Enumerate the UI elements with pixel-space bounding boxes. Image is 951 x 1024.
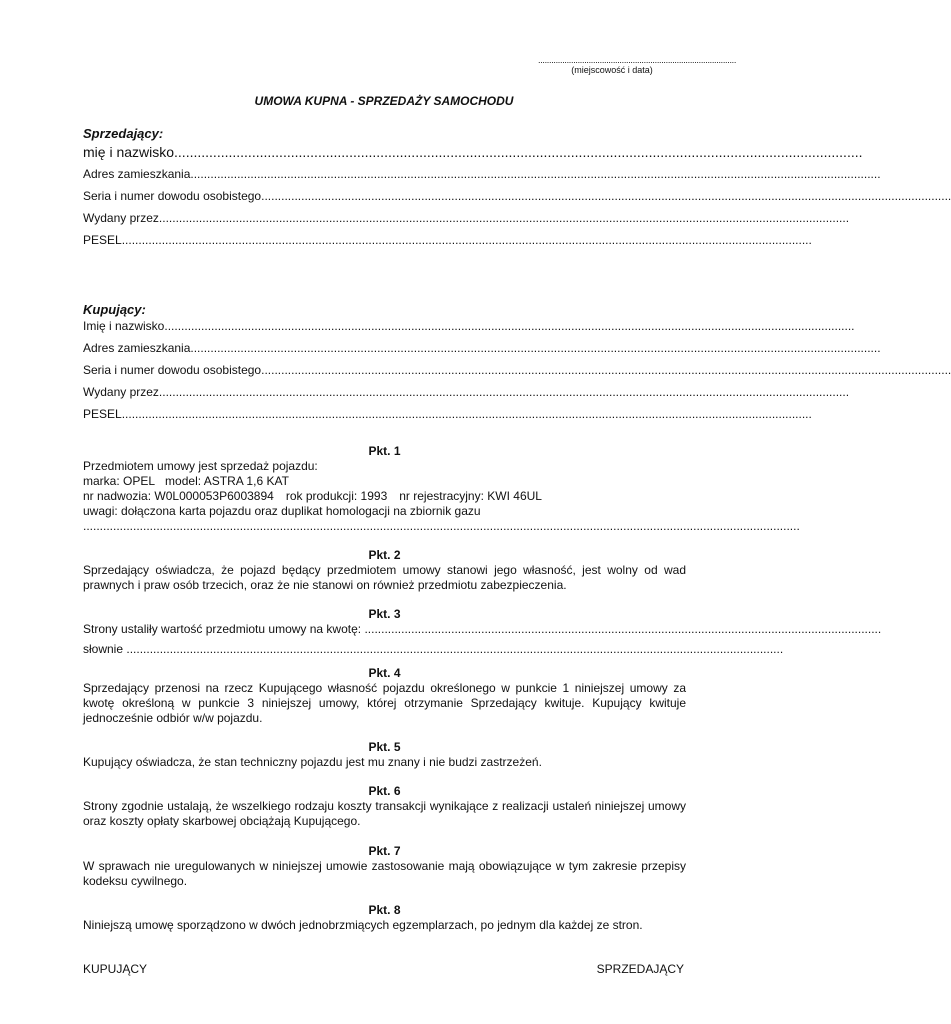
pkt3-words-line: [83, 637, 784, 657]
pkt6-heading: Pkt. 6: [368, 784, 401, 798]
seller-issued-dots: ...............................................................................................................................................................................................................: [158, 211, 850, 225]
pkt7-heading: Pkt. 7: [368, 844, 401, 858]
pkt3-amount-line: [83, 622, 882, 637]
buyer-issued-dots: ...............................................................................................................................................................................................................: [158, 385, 850, 399]
seller-id-dots: ...............................................................................................................................................................................................................: [261, 189, 951, 203]
document-title: UMOWA KUPNA - SPRZEDAŻY SAMOCHODU: [254, 94, 514, 108]
seller-pesel-label: PESEL: [83, 233, 122, 247]
buyer-name-dots: ...............................................................................................................................................................................................................: [164, 319, 855, 333]
buyer-id-field: [83, 356, 951, 378]
pkt5-section: [83, 739, 686, 770]
pkt3-section: [83, 606, 882, 657]
seller-section: [83, 126, 951, 248]
pkt6-text: Strony zgodnie ustalają, że wszelkiego rodzaju koszty transakcji wynikające z realizacji ustaleń niniejszej umowy oraz koszty opłaty skarbowej obciążają Kupującego.: [83, 799, 686, 828]
buyer-pesel-label: PESEL: [83, 407, 122, 421]
pkt2-text: Sprzedający oświadcza, że pojazd będący przedmiotem umowy stanowi jego własność, jest wolny od wad prawnych i praw osób trzecich, oraz że nie stanowi on również przedmiotu zabezpieczenia.: [83, 563, 686, 592]
model-label: model:: [165, 474, 202, 488]
buyer-heading: Kupujący:: [83, 302, 146, 317]
seller-heading: Sprzedający:: [83, 126, 164, 141]
buyer-address-field: [83, 334, 881, 356]
pkt1-section: [83, 443, 800, 534]
year-label: rok produkcji:: [285, 489, 358, 503]
seller-address-field: [83, 160, 881, 182]
seller-address-dots: ...............................................................................................................................................................................................................: [190, 167, 881, 181]
seller-pesel-dots: ...............................................................................................................................................................................................................: [121, 233, 812, 247]
pkt8-heading: Pkt. 8: [368, 903, 401, 917]
seller-name-dots: .................................................................................................................................................................................: [174, 144, 863, 160]
pkt7-section: [83, 843, 686, 889]
seller-id-field: [83, 182, 951, 204]
pkt7-text: W sprawach nie uregulowanych w niniejszej umowie zastosowanie mają obowiązujące w tym zakresie przepisy kodeksu cywilnego.: [83, 859, 686, 888]
words-label: słownie: [83, 642, 124, 656]
buyer-section: [83, 302, 951, 422]
buyer-pesel-dots: ...............................................................................................................................................................................................................: [121, 407, 812, 421]
seller-name-label: mię i nazwisko: [83, 144, 175, 160]
pkt1-intro: Przedmiotem umowy jest sprzedaż pojazdu:: [83, 459, 318, 473]
buyer-address-label: Adres zamieszkania: [83, 341, 191, 355]
seller-address-label: Adres zamieszkania: [83, 167, 191, 181]
pkt8-section: [83, 902, 686, 933]
buyer-issued-field: [83, 378, 850, 400]
pkt1-heading: Pkt. 1: [368, 444, 401, 458]
pkt6-section: [83, 783, 686, 829]
words-dots: .....................................................................................................................................................................................................: [123, 642, 784, 656]
pkt2-section: [83, 547, 686, 593]
reg-label: nr rejestracyjny:: [399, 489, 484, 503]
place-date-block: [538, 55, 737, 76]
buyer-signature-label: KUPUJĄCY: [83, 962, 148, 976]
pkt4-heading: Pkt. 4: [368, 666, 401, 680]
pkt1-make-model: [83, 474, 686, 489]
model-value: ASTRA 1,6 KAT: [203, 474, 289, 488]
reg-value: KWI 46UL: [487, 489, 542, 503]
pkt3-heading: Pkt. 3: [368, 607, 401, 621]
seller-pesel-field: [83, 226, 812, 248]
place-date-dotted-line: ..........................................................................................: [538, 55, 737, 65]
buyer-id-label: Seria i numer dowodu osobistego: [83, 363, 262, 377]
buyer-id-dots: ...............................................................................................................................................................................................................: [261, 363, 951, 377]
amount-label: Strony ustaliły wartość przedmiotu umowy na kwotę:: [83, 622, 362, 636]
buyer-issued-label: Wydany przez: [83, 385, 159, 399]
pkt2-heading: Pkt. 2: [368, 548, 401, 562]
buyer-pesel-field: [83, 400, 812, 422]
pkt8-text: Niniejszą umowę sporządzono w dwóch jednobrzmiących egzemplarzach, po jednym dla każdej ze stron.: [83, 918, 643, 932]
buyer-name-field: [83, 318, 855, 334]
place-date-label: (miejscowość i data): [571, 65, 653, 75]
buyer-address-dots: ...............................................................................................................................................................................................................: [190, 341, 881, 355]
buyer-name-label: Imię i nazwisko: [83, 319, 165, 333]
amount-dots: ...........................................................................................................................................................: [361, 622, 882, 636]
pkt4-text: Sprzedający przenosi na rzecz Kupującego własność pojazdu określonego w punkcie 1 niniejszej umowy za kwotę określoną w punkcie 3 niniejszej umowy, której otrzymanie Sprzedający kwituje. Kupujący kwituje jednocześnie odbiór w/w pojazdu.: [83, 681, 686, 725]
pkt1-vin-year-reg: [83, 489, 686, 504]
pkt5-heading: Pkt. 5: [368, 740, 401, 754]
seller-id-label: Seria i numer dowodu osobistego: [83, 189, 262, 203]
pkt1-dotted-line: .......................................................................................................................................................................................................................: [83, 519, 800, 533]
vin-label: nr nadwozia:: [83, 489, 152, 503]
year-value: 1993: [360, 489, 388, 503]
pkt1-notes: uwagi: dołączona karta pojazdu oraz duplikat homologacji na zbiornik gazu: [83, 504, 481, 518]
make-label: marka:: [83, 474, 120, 488]
seller-issued-label: Wydany przez: [83, 211, 159, 225]
pkt5-text: Kupujący oświadcza, że stan techniczny pojazdu jest mu znany i nie budzi zastrzeżeń.: [83, 755, 542, 769]
seller-name-field: [83, 142, 863, 160]
seller-issued-field: [83, 204, 850, 226]
pkt4-section: [83, 665, 686, 726]
make-value: OPEL: [123, 474, 156, 488]
seller-signature-label: SPRZEDAJĄCY: [596, 962, 684, 976]
vin-value: W0L000053P6003894: [154, 489, 274, 503]
